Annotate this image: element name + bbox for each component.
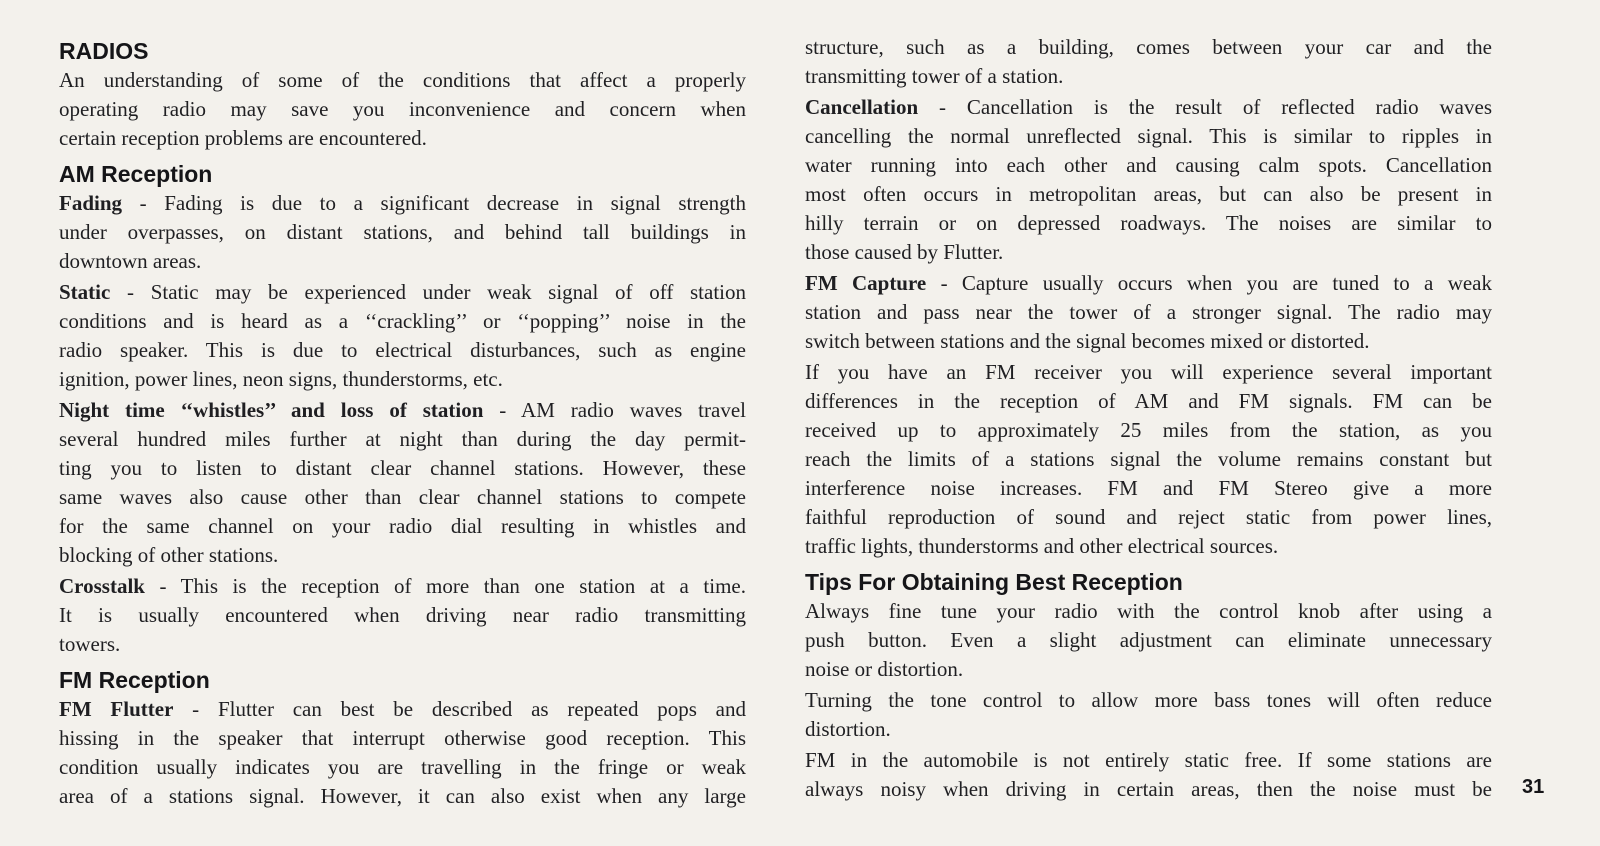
text-line <box>805 62 1492 91</box>
text-line <box>805 327 1492 356</box>
text-line <box>805 532 1492 561</box>
term-label: FM Capture <box>805 271 927 295</box>
line-text: faithful reproduction of sound and reject static from power lines, <box>805 505 1492 529</box>
line-text: transmitting tower of a station. <box>805 64 1064 88</box>
line-text: - Cancellation is the result of reflected radio waves <box>918 95 1492 119</box>
text-line <box>805 298 1492 327</box>
paragraph <box>59 66 746 153</box>
line-text: It is usually encountered when driving near radio transmitting <box>59 603 746 627</box>
line-text: FM in the automobile is not entirely static free. If some stations are <box>805 748 1492 772</box>
line-text: cancelling the normal unreflected signal. This is similar to ripples in <box>805 124 1492 148</box>
text-line <box>805 358 1492 387</box>
term-label: Night time ‘‘whistles’’ and loss of station <box>59 398 484 422</box>
line-text: station and pass near the tower of a stronger signal. The radio may <box>805 300 1492 324</box>
line-text: Always fine tune your radio with the control knob after using a <box>805 599 1492 623</box>
text-line <box>59 541 746 570</box>
line-text: downtown areas. <box>59 249 202 273</box>
text-line <box>59 753 746 782</box>
line-text: - This is the reception of more than one station at a time. <box>144 574 746 598</box>
paragraph <box>805 358 1492 561</box>
line-text: - AM radio waves travel <box>483 398 746 422</box>
line-text: blocking of other stations. <box>59 543 279 567</box>
text-line <box>59 247 746 276</box>
line-text: hissing in the speaker that interrupt otherwise good reception. This <box>59 726 746 750</box>
line-text: received up to approximately 25 miles from the station, as you <box>805 418 1492 442</box>
text-line <box>805 238 1492 267</box>
line-text: ignition, power lines, neon signs, thunderstorms, etc. <box>59 367 503 391</box>
text-line <box>805 746 1492 775</box>
text-line <box>805 387 1492 416</box>
page-number: 31 <box>1522 776 1545 798</box>
text-line <box>805 151 1492 180</box>
text-line <box>805 33 1492 62</box>
line-text: If you have an FM receiver you will experience several important <box>805 360 1492 384</box>
line-text: - Capture usually occurs when you are tuned to a weak <box>926 271 1492 295</box>
line-text: hilly terrain or on depressed roadways. The noises are similar to <box>805 211 1492 235</box>
line-text: ting you to listen to distant clear channel stations. However, these <box>59 456 746 480</box>
text-line <box>59 512 746 541</box>
line-text: distortion. <box>805 717 891 741</box>
text-line <box>59 454 746 483</box>
line-text: most often occurs in metropolitan areas, but can also be present in <box>805 182 1492 206</box>
text-line <box>59 572 746 601</box>
text-line <box>805 93 1492 122</box>
text-line <box>59 425 746 454</box>
line-text: An understanding of some of the conditions that affect a properly <box>59 68 746 92</box>
term-label: FM Flutter <box>59 697 174 721</box>
text-line <box>805 180 1492 209</box>
text-line <box>59 218 746 247</box>
term-label: Cancellation <box>805 95 919 119</box>
line-text: differences in the reception of AM and FM signals. FM can be <box>805 389 1492 413</box>
section-heading-am-reception: AM Reception <box>59 161 213 187</box>
paragraph-cancellation <box>805 93 1492 267</box>
text-line <box>59 95 746 124</box>
text-line <box>805 715 1492 744</box>
line-text: traffic lights, thunderstorms and other electrical sources. <box>805 534 1279 558</box>
text-line <box>805 474 1492 503</box>
text-line <box>59 695 746 724</box>
paragraph <box>805 33 1492 91</box>
line-text: towers. <box>59 632 121 656</box>
line-text: for the same channel on your radio dial resulting in whistles and <box>59 514 746 538</box>
text-line <box>59 630 746 659</box>
text-line <box>805 503 1492 532</box>
line-text: interference noise increases. FM and FM Stereo give a more <box>805 476 1492 500</box>
paragraph-fm-capture <box>805 269 1492 356</box>
text-line <box>805 209 1492 238</box>
line-text: area of a stations signal. However, it can also exist when any large <box>59 784 746 808</box>
line-text: - Flutter can best be described as repeated pops and <box>173 697 747 721</box>
text-line <box>59 396 746 425</box>
line-text: operating radio may save you inconvenience and concern when <box>59 97 746 121</box>
text-line <box>805 775 1492 804</box>
right-column <box>805 33 1492 804</box>
paragraph <box>805 597 1492 684</box>
line-text: reach the limits of a stations signal the volume remains constant but <box>805 447 1492 471</box>
term-label: Crosstalk <box>59 574 145 598</box>
line-text: push button. Even a slight adjustment can eliminate unnecessary <box>805 628 1492 652</box>
text-line <box>805 655 1492 684</box>
text-line <box>805 686 1492 715</box>
text-line <box>805 122 1492 151</box>
line-text: - Fading is due to a significant decrease in signal strength <box>122 191 746 215</box>
term-label: Fading <box>59 191 123 215</box>
line-text: water running into each other and causing calm spots. Cancellation <box>805 153 1492 177</box>
line-text: several hundred miles further at night than during the day permit- <box>59 427 746 451</box>
section-heading-radios: RADIOS <box>59 38 149 64</box>
text-line <box>59 483 746 512</box>
text-line <box>59 124 746 153</box>
paragraph-fm-flutter <box>59 695 746 811</box>
text-line <box>59 336 746 365</box>
text-line <box>59 724 746 753</box>
paragraph-fading <box>59 189 746 276</box>
text-line <box>59 278 746 307</box>
text-line <box>59 189 746 218</box>
text-line <box>59 601 746 630</box>
line-text: those caused by Flutter. <box>805 240 1004 264</box>
text-line <box>805 445 1492 474</box>
paragraph-crosstalk <box>59 572 746 659</box>
section-heading-tips-for-obtaining-best-reception: Tips For Obtaining Best Reception <box>805 569 1183 595</box>
line-text: switch between stations and the signal becomes mixed or distorted. <box>805 329 1370 353</box>
text-line <box>805 597 1492 626</box>
paragraph <box>805 746 1492 804</box>
text-line <box>59 782 746 811</box>
line-text: conditions and is heard as a ‘‘crackling’’ or ‘‘popping’’ noise in the <box>59 309 746 333</box>
left-column <box>59 36 746 811</box>
paragraph-static <box>59 278 746 394</box>
line-text: Turning the tone control to allow more bass tones will often reduce <box>805 688 1492 712</box>
line-text: certain reception problems are encountered. <box>59 126 427 150</box>
text-line <box>805 269 1492 298</box>
paragraph-night-time-whistles-and-loss-of-station <box>59 396 746 570</box>
line-text: noise or distortion. <box>805 657 964 681</box>
term-label: Static <box>59 280 111 304</box>
line-text: radio speaker. This is due to electrical disturbances, such as engine <box>59 338 746 362</box>
line-text: always noisy when driving in certain areas, then the noise must be <box>805 777 1492 801</box>
line-text: - Static may be experienced under weak signal of off station <box>110 280 746 304</box>
paragraph <box>805 686 1492 744</box>
text-line <box>805 416 1492 445</box>
section-heading-fm-reception: FM Reception <box>59 667 210 693</box>
text-line <box>59 365 746 394</box>
line-text: same waves also cause other than clear channel stations to compete <box>59 485 746 509</box>
line-text: under overpasses, on distant stations, and behind tall buildings in <box>59 220 746 244</box>
text-line <box>59 66 746 95</box>
text-line <box>59 307 746 336</box>
line-text: structure, such as a building, comes between your car and the <box>805 35 1492 59</box>
line-text: condition usually indicates you are travelling in the fringe or weak <box>59 755 746 779</box>
text-line <box>805 626 1492 655</box>
